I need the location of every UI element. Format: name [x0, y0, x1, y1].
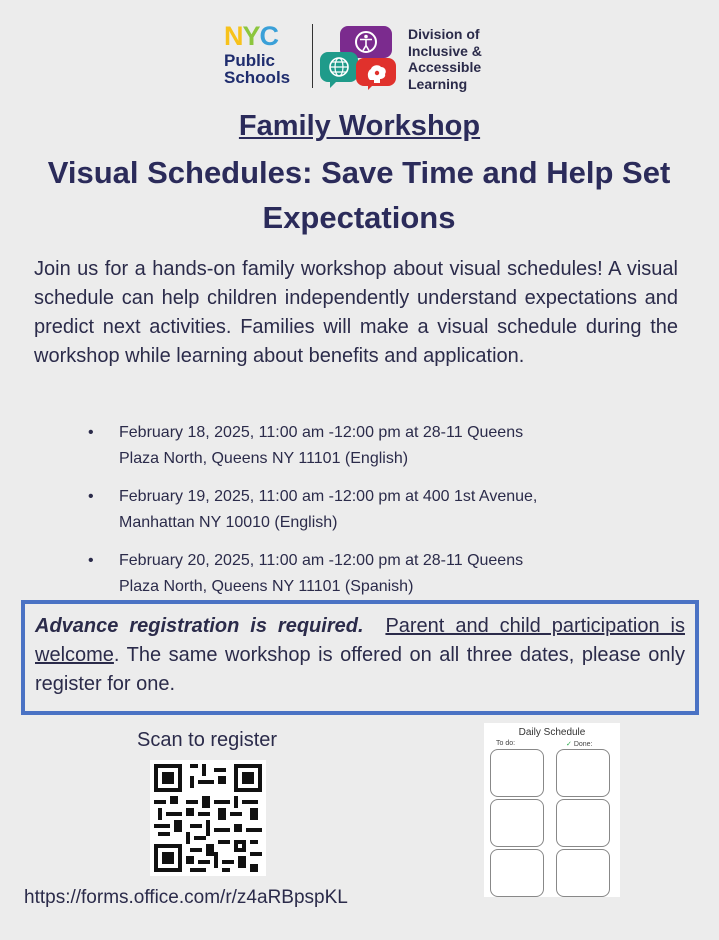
schedule-done-box	[556, 749, 610, 797]
logo-divider	[312, 24, 313, 88]
division-line: Learning	[408, 75, 468, 92]
nyc-schools-text: Schools	[224, 68, 291, 87]
header-logos	[222, 20, 502, 92]
bullet-marker: •	[88, 552, 94, 569]
schedule-done-text: Done:	[573, 741, 593, 748]
intro-paragraph: Join us for a hands-on family workshop about visual schedules! A visual schedule can help children independently understand expectations and predict next activities. Families will make a visual schedule during the workshop while learning about benefits and application.	[34, 258, 678, 367]
registration-required-text: Advance registration is required.	[35, 615, 364, 637]
schedule-todo-box	[490, 799, 544, 847]
division-name	[408, 26, 482, 92]
schedule-todo-label: To do:	[496, 740, 516, 747]
participation-welcome-text: Parent and child participation is welcome	[35, 615, 685, 666]
schedule-done-box	[556, 849, 610, 897]
nyc-public-text: Public	[224, 51, 276, 70]
nyc-subtitle	[224, 52, 290, 86]
division-line: Division of	[408, 26, 480, 42]
registration-url[interactable]: https://forms.office.com/r/z4aRBpspKL	[24, 887, 348, 908]
bullet-marker: •	[88, 488, 94, 505]
qr-code-icon[interactable]	[150, 760, 266, 876]
registration-notice	[21, 600, 699, 715]
check-icon: ✓	[566, 741, 572, 748]
session-item	[88, 548, 608, 600]
session-item	[88, 420, 608, 472]
division-line: Inclusive &	[408, 42, 482, 59]
schedule-todo-box	[490, 849, 544, 897]
session-list	[88, 420, 608, 612]
schedule-done-box	[556, 799, 610, 847]
brain-icon	[356, 58, 396, 90]
globe-icon	[320, 52, 358, 88]
workshop-heading: Family Workshop	[238, 110, 481, 142]
notice-rest-text: . The same workshop is offered on all three dates, please only register for one.	[35, 644, 685, 695]
nyc-letter-n: N	[224, 21, 243, 51]
division-line: Accessible	[408, 59, 482, 75]
schedule-todo-box	[490, 749, 544, 797]
nyc-letter-c: C	[259, 21, 279, 51]
session-line: February 18, 2025, 11:00 am -12:00 pm at 28-11 Queens	[119, 424, 524, 441]
session-line: February 19, 2025, 11:00 am -12:00 pm at 400 1st Avenue,	[119, 488, 538, 505]
session-item	[88, 484, 608, 536]
daily-schedule-image	[484, 723, 620, 897]
session-line: February 20, 2025, 11:00 am -12:00 pm at 28-11 Queens	[119, 552, 524, 569]
session-line: Plaza North, Queens NY 11101 (English)	[119, 450, 409, 467]
schedule-title: Daily Schedule	[518, 727, 586, 738]
session-line: Plaza North, Queens NY 11101 (Spanish)	[119, 578, 414, 595]
nyc-public-schools-logo	[222, 22, 304, 88]
session-line: Manhattan NY 10010 (English)	[119, 514, 338, 531]
bullet-marker: •	[88, 424, 94, 441]
nyc-letter-y: Y	[242, 21, 260, 51]
schedule-done-label	[566, 740, 593, 748]
division-bubbles-logo	[320, 22, 398, 90]
scan-to-register-label: Scan to register	[137, 729, 278, 751]
workshop-title: Visual Schedules: Save Time and Help Set Expectations	[47, 155, 671, 235]
nyc-wordmark	[224, 22, 278, 50]
